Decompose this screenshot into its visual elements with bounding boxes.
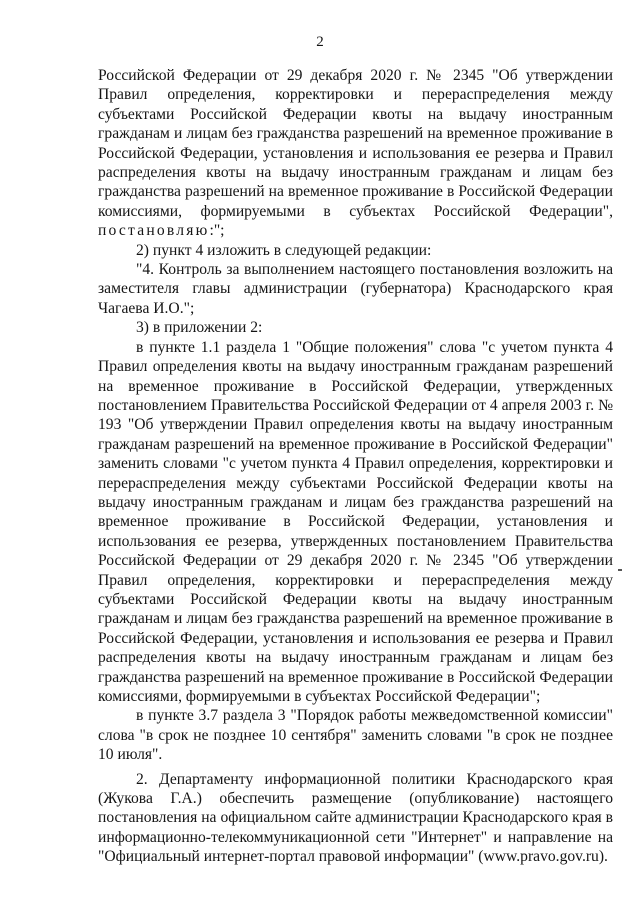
paragraph-section-2: 2. Департаменту информационной политики Краснодарского края (Жукова Г.А.) обеспечить размещение (опубликование) настоящего постановления на официальном сайте администрации Краснодарского края в информационно-телекоммуникационной сети "Интернет" и направление на "Официальный интернет-портал правовой информации" (www.pravo.gov.ru). xyxy=(98,770,613,866)
paragraph-item-2: 2) пункт 4 изложить в следующей редакции: xyxy=(136,241,432,259)
paragraph-text: Российской Федерации от 29 декабря 2020 г. № 2345 "Об утверждении Правил определения, корректировки и перераспределения между субъектами Российской Федерации квоты на выдачу иностранным гражданам и лицам без гражданства разрешений на временное проживание в Российской Федерации, установления и использования ее резерва и Правил распределения квоты на выдачу иностранным гражданам и лицам без гражданства разрешений на временное проживание в Российской Федерации комиссиями, формируемыми в субъектах Российской Федерации", xyxy=(98,67,613,220)
page-number: 2 xyxy=(316,34,324,50)
paragraph-point-3-7: в пункте 3.7 раздела 3 "Порядок работы межведомственной комиссии" слова "в срок не позднее 10 сентября" заменить словами "в срок не позднее 10 июля". xyxy=(98,707,613,764)
paragraph-item-3: 3) в приложении 2: xyxy=(136,319,263,337)
resolution-keyword: постановляю xyxy=(98,222,210,240)
paragraph-resolution-reference xyxy=(98,66,613,241)
paragraph-text-end: :"; xyxy=(209,222,225,240)
paragraph-point-4: "4. Контроль за выполнением настоящего постановления возложить на заместителя главы администрации (губернатора) Краснодарского края Чагаева И.О."; xyxy=(98,261,613,317)
margin-mark xyxy=(618,569,622,571)
document-body xyxy=(98,66,613,867)
paragraph-point-1-1: в пункте 1.1 раздела 1 "Общие положения" слова "с учетом пункта 4 Правил определения квоты на выдачу иностранным гражданам разрешений на временное проживание в Российской Федерации, утвержденных постановлением Правительства Российской Федерации от 4 апреля 2003 г. № 193 "Об утверждении Правил определения квоты на выдачу иностранным гражданам разрешений на временное проживание в Российской Федерации" заменить словами "с учетом пункта 4 Правил определения, корректировки и перераспределения между субъектами Российской Федерации квоты на выдачу иностранным гражданам и лицам без гражданства разрешений на временное проживание в Российской Федерации, установления и использования ее резерва, утвержденных постановлением Правительства Российской Федерации от 29 декабря 2020 г. № 2345 "Об утверждении Правил определения, корректировки и перераспределения между субъектами Российской Федерации квоты на выдачу иностранным гражданам и лицам без гражданства разрешений на временное проживание в Российской Федерации, установления и использования ее резерва и Правил распределения квоты на выдачу иностранным гражданам и лицам без гражданства разрешений на временное проживание в Российской Федерации комиссиями, формируемыми в субъектах Российской Федерации"; xyxy=(98,338,613,705)
